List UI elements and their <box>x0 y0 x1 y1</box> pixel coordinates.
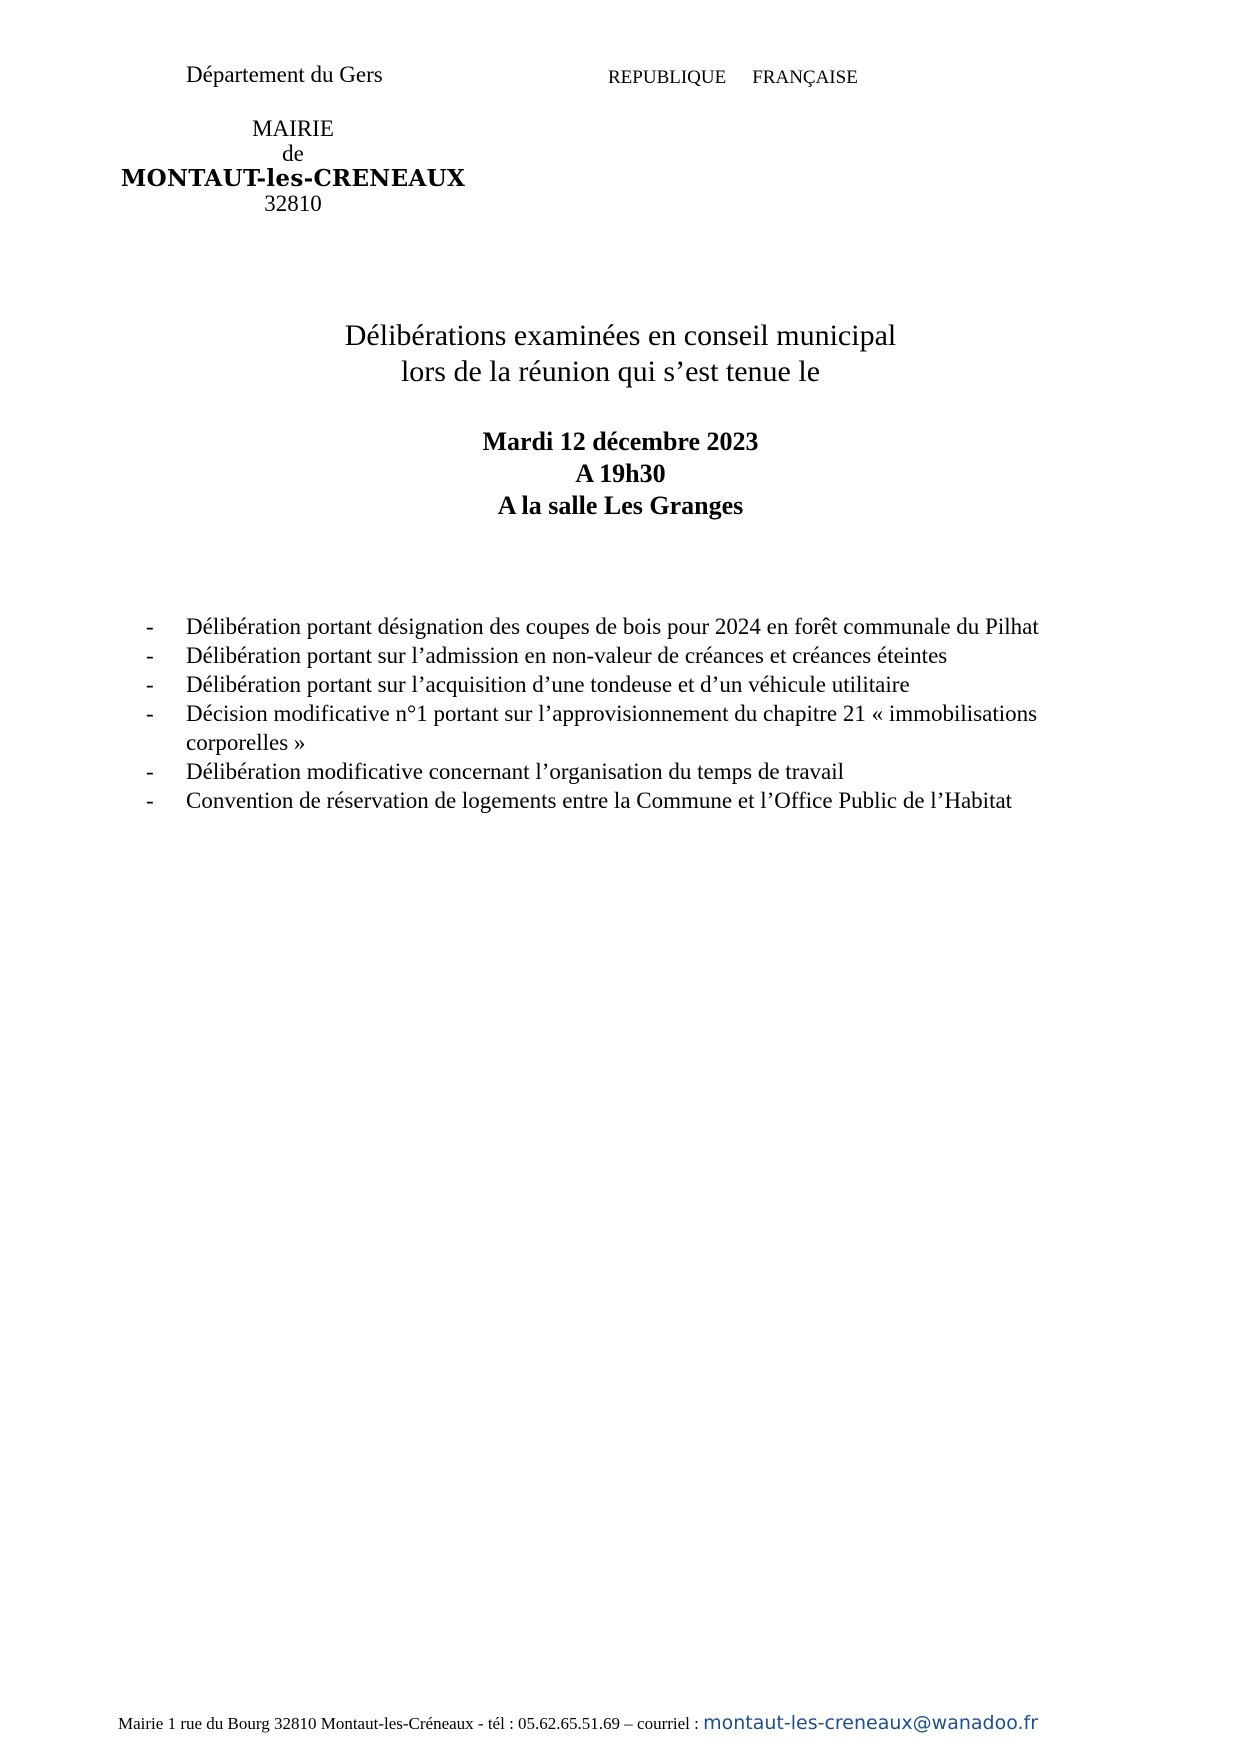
mairie-de: de <box>282 141 304 166</box>
title-line-2: lors de la réunion qui s’est tenue le <box>400 355 821 388</box>
meeting-info <box>0 426 1241 522</box>
bullet-dash: - <box>146 759 154 784</box>
postcode: 32810 <box>264 191 322 216</box>
mairie-header <box>100 116 486 216</box>
agenda-item-text: Délibération portant sur l’admission en non-valeur de créances et créances éteintes <box>186 643 948 668</box>
document-title <box>0 318 1241 390</box>
agenda-item <box>0 612 1106 641</box>
republique-word: REPUBLIQUE <box>608 67 727 88</box>
footer-text: Mairie 1 rue du Bourg 32810 Montaut-les-Créneaux - tél : 05.62.65.51.69 – courriel : <box>118 1714 704 1733</box>
francaise-word: FRANÇAISE <box>752 67 858 88</box>
agenda-item-text: Délibération modificative concernant l’organisation du temps de travail <box>186 759 845 784</box>
bullet-dash: - <box>146 701 154 726</box>
bullet-dash: - <box>146 614 154 639</box>
agenda-item-text: Décision modificative n°1 portant sur l’approvisionnement du chapitre 21 « immobilisations corporelles » <box>186 701 1038 755</box>
meeting-date: Mardi 12 décembre 2023 <box>482 427 759 456</box>
meeting-place: A la salle Les Granges <box>497 491 744 520</box>
republique-francaise <box>608 67 858 89</box>
bullet-dash: - <box>146 788 154 813</box>
agenda-item-text: Délibération portant sur l’acquisition d’une tondeuse et d’un véhicule utilitaire <box>186 672 910 697</box>
agenda-item <box>0 641 1106 670</box>
agenda-item <box>0 699 1106 757</box>
footer-address <box>118 1712 1038 1734</box>
agenda-item-text: Délibération portant désignation des coupes de bois pour 2024 en forêt communale du Pilhat <box>186 614 1039 639</box>
department-label: Département du Gers <box>186 62 383 87</box>
meeting-time: A 19h30 <box>575 459 666 488</box>
commune-name: MONTAUT-les-CRENEAUX <box>120 165 466 192</box>
mairie-label: MAIRIE <box>252 116 334 141</box>
agenda-item-text: Convention de réservation de logements entre la Commune et l’Office Public de l’Habitat <box>186 788 1013 813</box>
bullet-dash: - <box>146 672 154 697</box>
bullet-dash: - <box>146 643 154 668</box>
agenda-item <box>0 757 1106 786</box>
agenda-list <box>0 612 1106 815</box>
agenda-item <box>0 670 1106 699</box>
footer-email-link[interactable]: montaut-les-creneaux@wanadoo.fr <box>703 1712 1039 1734</box>
title-line-1: Délibérations examinées en conseil municipal <box>344 319 897 352</box>
agenda-item <box>0 786 1106 815</box>
